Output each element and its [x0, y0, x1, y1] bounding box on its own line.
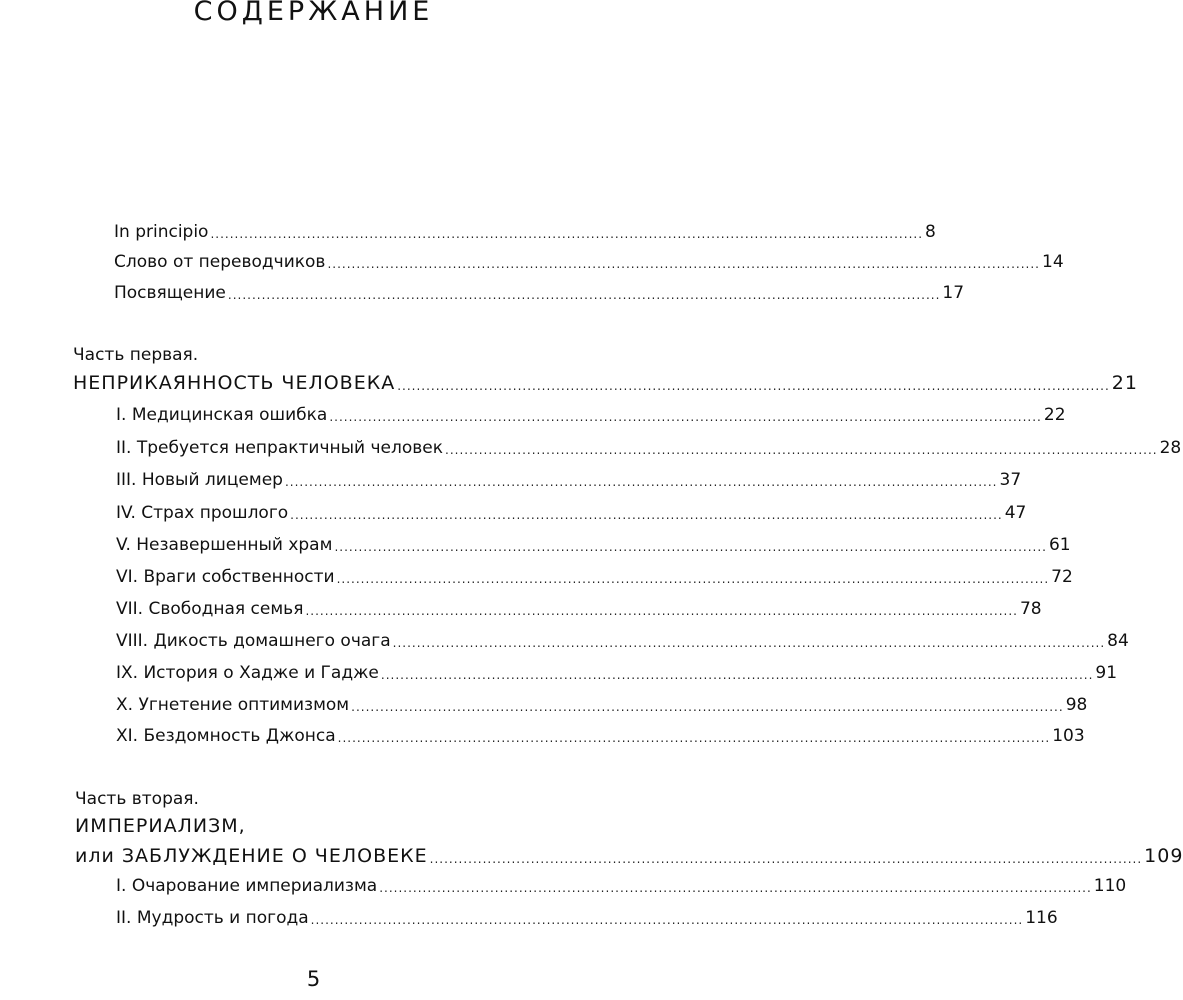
- leader-dots: ....................................................................................................................................................: [210, 227, 924, 241]
- toc-entry-label: V. Незавершенный храм: [116, 535, 333, 555]
- toc-entry: [116, 535, 1071, 555]
- part-two-intro: Часть вторая.: [75, 789, 199, 809]
- toc-entry-page: 17: [942, 283, 965, 303]
- leader-dots: ....................................................................................................................................................: [397, 379, 1110, 393]
- toc-entry-label: III. Новый лицемер: [116, 470, 283, 490]
- leader-dots: ....................................................................................................................................................: [310, 913, 1024, 927]
- part-one-page: 21: [1111, 372, 1138, 394]
- toc-entry-label: VI. Враги собственности: [116, 567, 335, 587]
- leader-dots: ....................................................................................................................................................: [429, 852, 1143, 866]
- part-two-title-line1: ИМПЕРИАЛИЗМ,: [75, 815, 246, 837]
- toc-entry-label: XI. Бездомность Джонса: [116, 726, 336, 746]
- toc-entry-label: IX. История о Хадже и Гадже: [116, 663, 379, 683]
- toc-entry-label: I. Очарование империализма: [116, 876, 378, 896]
- toc-entry: [116, 405, 1066, 425]
- part-one-heading: [73, 372, 1138, 394]
- toc-entry: [116, 663, 1118, 683]
- leader-dots: ....................................................................................................................................................: [290, 508, 1003, 522]
- leader-dots: ....................................................................................................................................................: [351, 700, 1064, 714]
- toc-entry-page: 72: [1051, 567, 1073, 587]
- leader-dots: ....................................................................................................................................................: [284, 475, 998, 489]
- toc-entry-page: 61: [1048, 535, 1071, 555]
- toc-entry-label: II. Мудрость и погода: [116, 908, 309, 928]
- toc-entry: [116, 470, 1022, 490]
- toc-entry-page: 37: [999, 470, 1022, 490]
- toc-entry: [116, 876, 1127, 896]
- leader-dots: ....................................................................................................................................................: [337, 731, 1051, 745]
- toc-entry: [114, 222, 936, 242]
- leader-dots: ....................................................................................................................................................: [445, 443, 1158, 457]
- toc-entry: [114, 283, 965, 303]
- part-two-heading: [75, 845, 1183, 867]
- toc-entry: [116, 908, 1058, 928]
- toc-entry-page: 103: [1052, 726, 1085, 746]
- leader-dots: ....................................................................................................................................................: [305, 604, 1018, 618]
- toc-entry-label: II. Требуется непрактичный человек: [116, 438, 444, 458]
- toc-entry: [116, 726, 1085, 746]
- leader-dots: ....................................................................................................................................................: [334, 540, 1047, 554]
- toc-entry-page: 91: [1095, 663, 1118, 683]
- toc-entry: [116, 567, 1073, 587]
- leader-dots: ....................................................................................................................................................: [327, 257, 1040, 271]
- leader-dots: ....................................................................................................................................................: [392, 636, 1106, 650]
- toc-entry-label: X. Угнетение оптимизмом: [116, 695, 350, 715]
- toc-entry-label: VIII. Дикость домашнего очага: [116, 631, 391, 651]
- part-two-title-line2: или ЗАБЛУЖДЕНИЕ О ЧЕЛОВЕКЕ: [75, 845, 428, 867]
- toc-entry-page: 110: [1093, 876, 1127, 896]
- leader-dots: ....................................................................................................................................................: [227, 288, 941, 302]
- toc-entry-page: 47: [1004, 503, 1027, 523]
- part-one-title: НЕПРИКАЯННОСТЬ ЧЕЛОВЕКА: [73, 372, 396, 394]
- toc-entry-page: 78: [1019, 599, 1042, 619]
- toc-entry: [116, 599, 1042, 619]
- page-title: СОДЕРЖАНИЕ: [193, 0, 434, 27]
- leader-dots: ....................................................................................................................................................: [329, 410, 1042, 424]
- toc-entry: [116, 695, 1088, 715]
- toc-entry-label: Посвящение: [114, 283, 226, 303]
- toc-entry-label: VII. Свободная семья: [116, 599, 304, 619]
- toc-entry-label: IV. Страх прошлого: [116, 503, 289, 523]
- page-number: 5: [306, 967, 321, 991]
- toc-entry-page: 8: [925, 222, 936, 242]
- toc-entry-label: In principio: [114, 222, 209, 242]
- leader-dots: ....................................................................................................................................................: [336, 572, 1050, 586]
- part-one-intro: Часть первая.: [73, 345, 199, 365]
- toc-entry: [116, 438, 1182, 458]
- toc-entry-label: I. Медицинская ошибка: [116, 405, 328, 425]
- toc-entry-page: 116: [1025, 908, 1058, 928]
- toc-entry-page: 14: [1042, 252, 1064, 272]
- toc-entry-page: 22: [1043, 405, 1066, 425]
- leader-dots: ....................................................................................................................................................: [380, 668, 1094, 682]
- toc-entry-page: 98: [1065, 695, 1088, 715]
- toc-entry-page: 28: [1159, 438, 1182, 458]
- part-two-page: 109: [1144, 845, 1183, 867]
- toc-entry: [114, 252, 1064, 272]
- toc-entry: [116, 503, 1027, 523]
- toc-entry: [116, 631, 1129, 651]
- leader-dots: ....................................................................................................................................................: [379, 881, 1092, 895]
- toc-entry-page: 84: [1107, 631, 1129, 651]
- toc-entry-label: Слово от переводчиков: [114, 252, 326, 272]
